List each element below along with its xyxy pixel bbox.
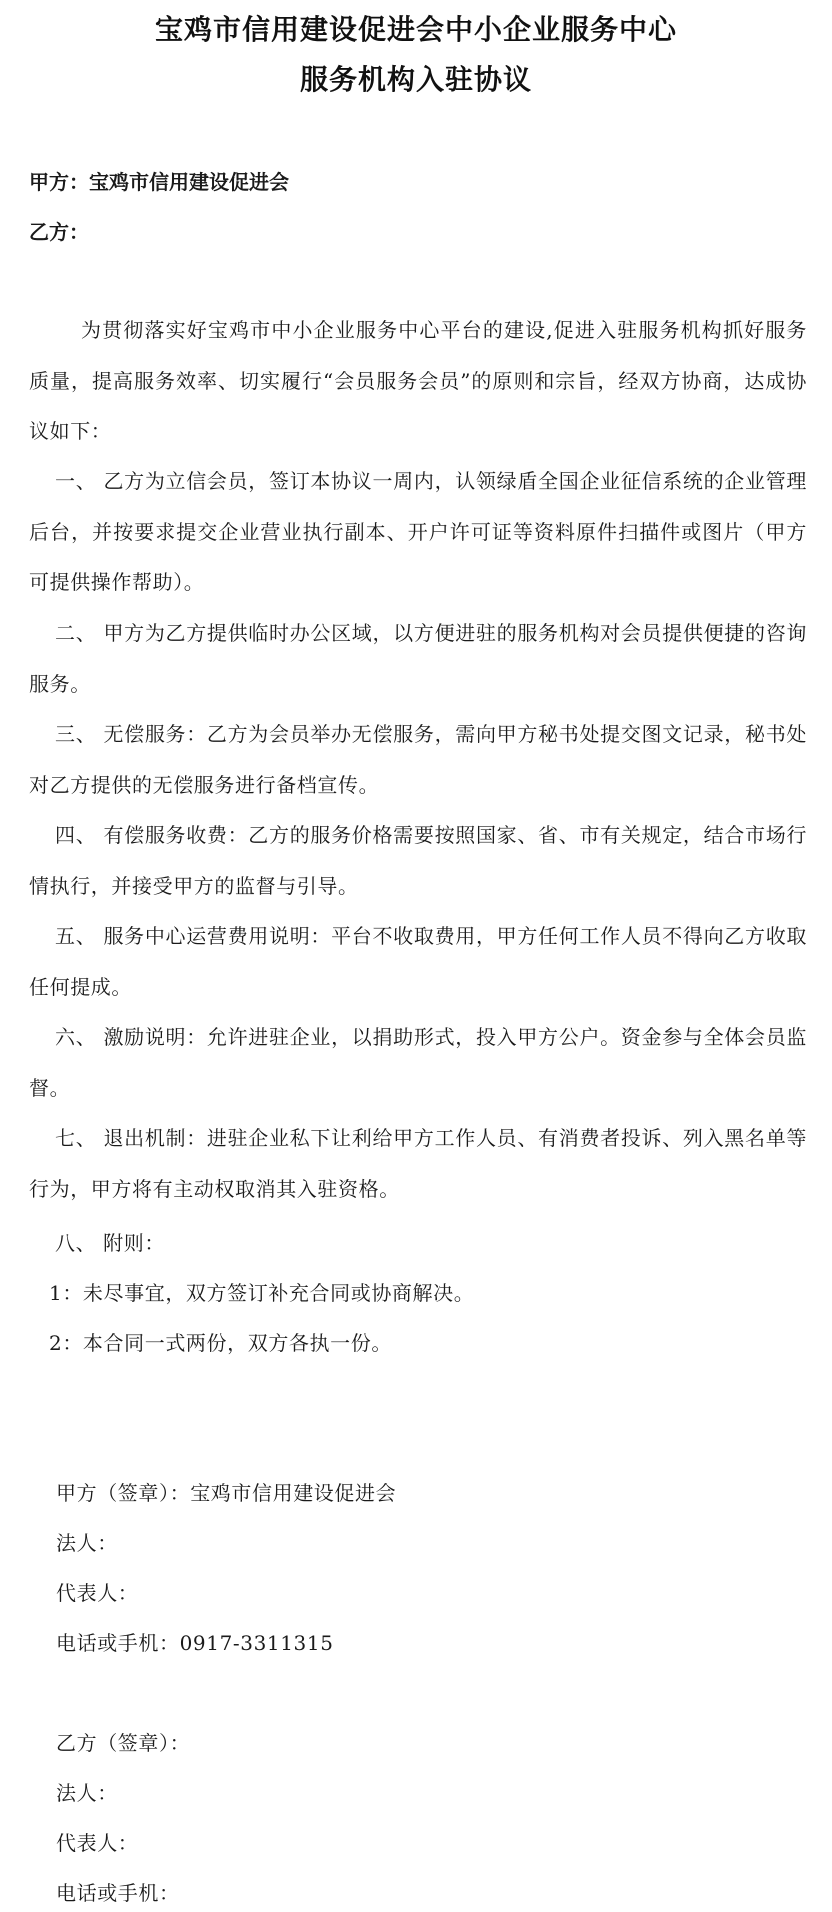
signature-b-representative: 代表人： (56, 1831, 139, 1855)
intro-paragraph: 为贯彻落实好宝鸡市中小企业服务中心平台的建设,促进入驻服务机构抓好服务质量，提高服务效率、切实履行“会员服务会员”的原则和宗旨，经双方协商，达成协议如下： (29, 318, 807, 443)
signature-b-legal-person: 法人： (56, 1781, 118, 1805)
signature-a-phone: 电话或手机：0917-3311315 (56, 1631, 334, 1655)
clause-7: 七、 退出机制：进驻企业私下让利给甲方工作人员、有消费者投诉、列入黑名单等行为，甲方将有主动权取消其入驻资格。 (29, 1126, 807, 1201)
appendix-item-1: 1：未尽事宜，双方签订补充合同或协商解决。 (49, 1281, 475, 1305)
document-title-line2: 服务机构入驻协议 (299, 63, 532, 96)
clause-5: 五、 服务中心运营费用说明：平台不收取费用，甲方任何工作人员不得向乙方收取任何提成。 (29, 924, 807, 999)
signature-a-party: 甲方（签章）：宝鸡市信用建设促进会 (56, 1481, 397, 1505)
clause-4: 四、 有偿服务收费：乙方的服务价格需要按照国家、省、市有关规定，结合市场行情执行，并接受甲方的监督与引导。 (29, 823, 807, 898)
clause-6: 六、 激励说明：允许进驻企业，以捐助形式，投入甲方公户。资金参与全体会员监督。 (29, 1025, 807, 1100)
signature-b-party: 乙方（签章）： (56, 1731, 191, 1755)
clause-1: 一、 乙方为立信会员，签订本协议一周内，认领绿盾全国企业征信系统的企业管理后台，并按要求提交企业营业执行副本、开户许可证等资料原件扫描件或图片（甲方可提供操作帮助）。 (29, 469, 807, 594)
document-title-line1: 宝鸡市信用建设促进会中小企业服务中心 (154, 13, 677, 46)
party-a-heading: 甲方：宝鸡市信用建设促进会 (29, 170, 289, 194)
clause-3: 三、 无偿服务：乙方为会员举办无偿服务，需向甲方秘书处提交图文记录，秘书处对乙方提供的无偿服务进行备档宣传。 (29, 722, 807, 797)
signature-a-legal-person: 法人： (56, 1531, 118, 1555)
signature-a-representative: 代表人： (56, 1581, 139, 1605)
appendix-heading: 八、 附则： (55, 1231, 165, 1255)
signature-b-phone: 电话或手机： (56, 1881, 180, 1905)
clause-2: 二、 甲方为乙方提供临时办公区域，以方便进驻的服务机构对会员提供便捷的咨询服务。 (29, 621, 807, 696)
party-b-heading: 乙方： (29, 220, 89, 244)
appendix-item-2: 2：本合同一式两份，双方各执一份。 (49, 1331, 392, 1355)
